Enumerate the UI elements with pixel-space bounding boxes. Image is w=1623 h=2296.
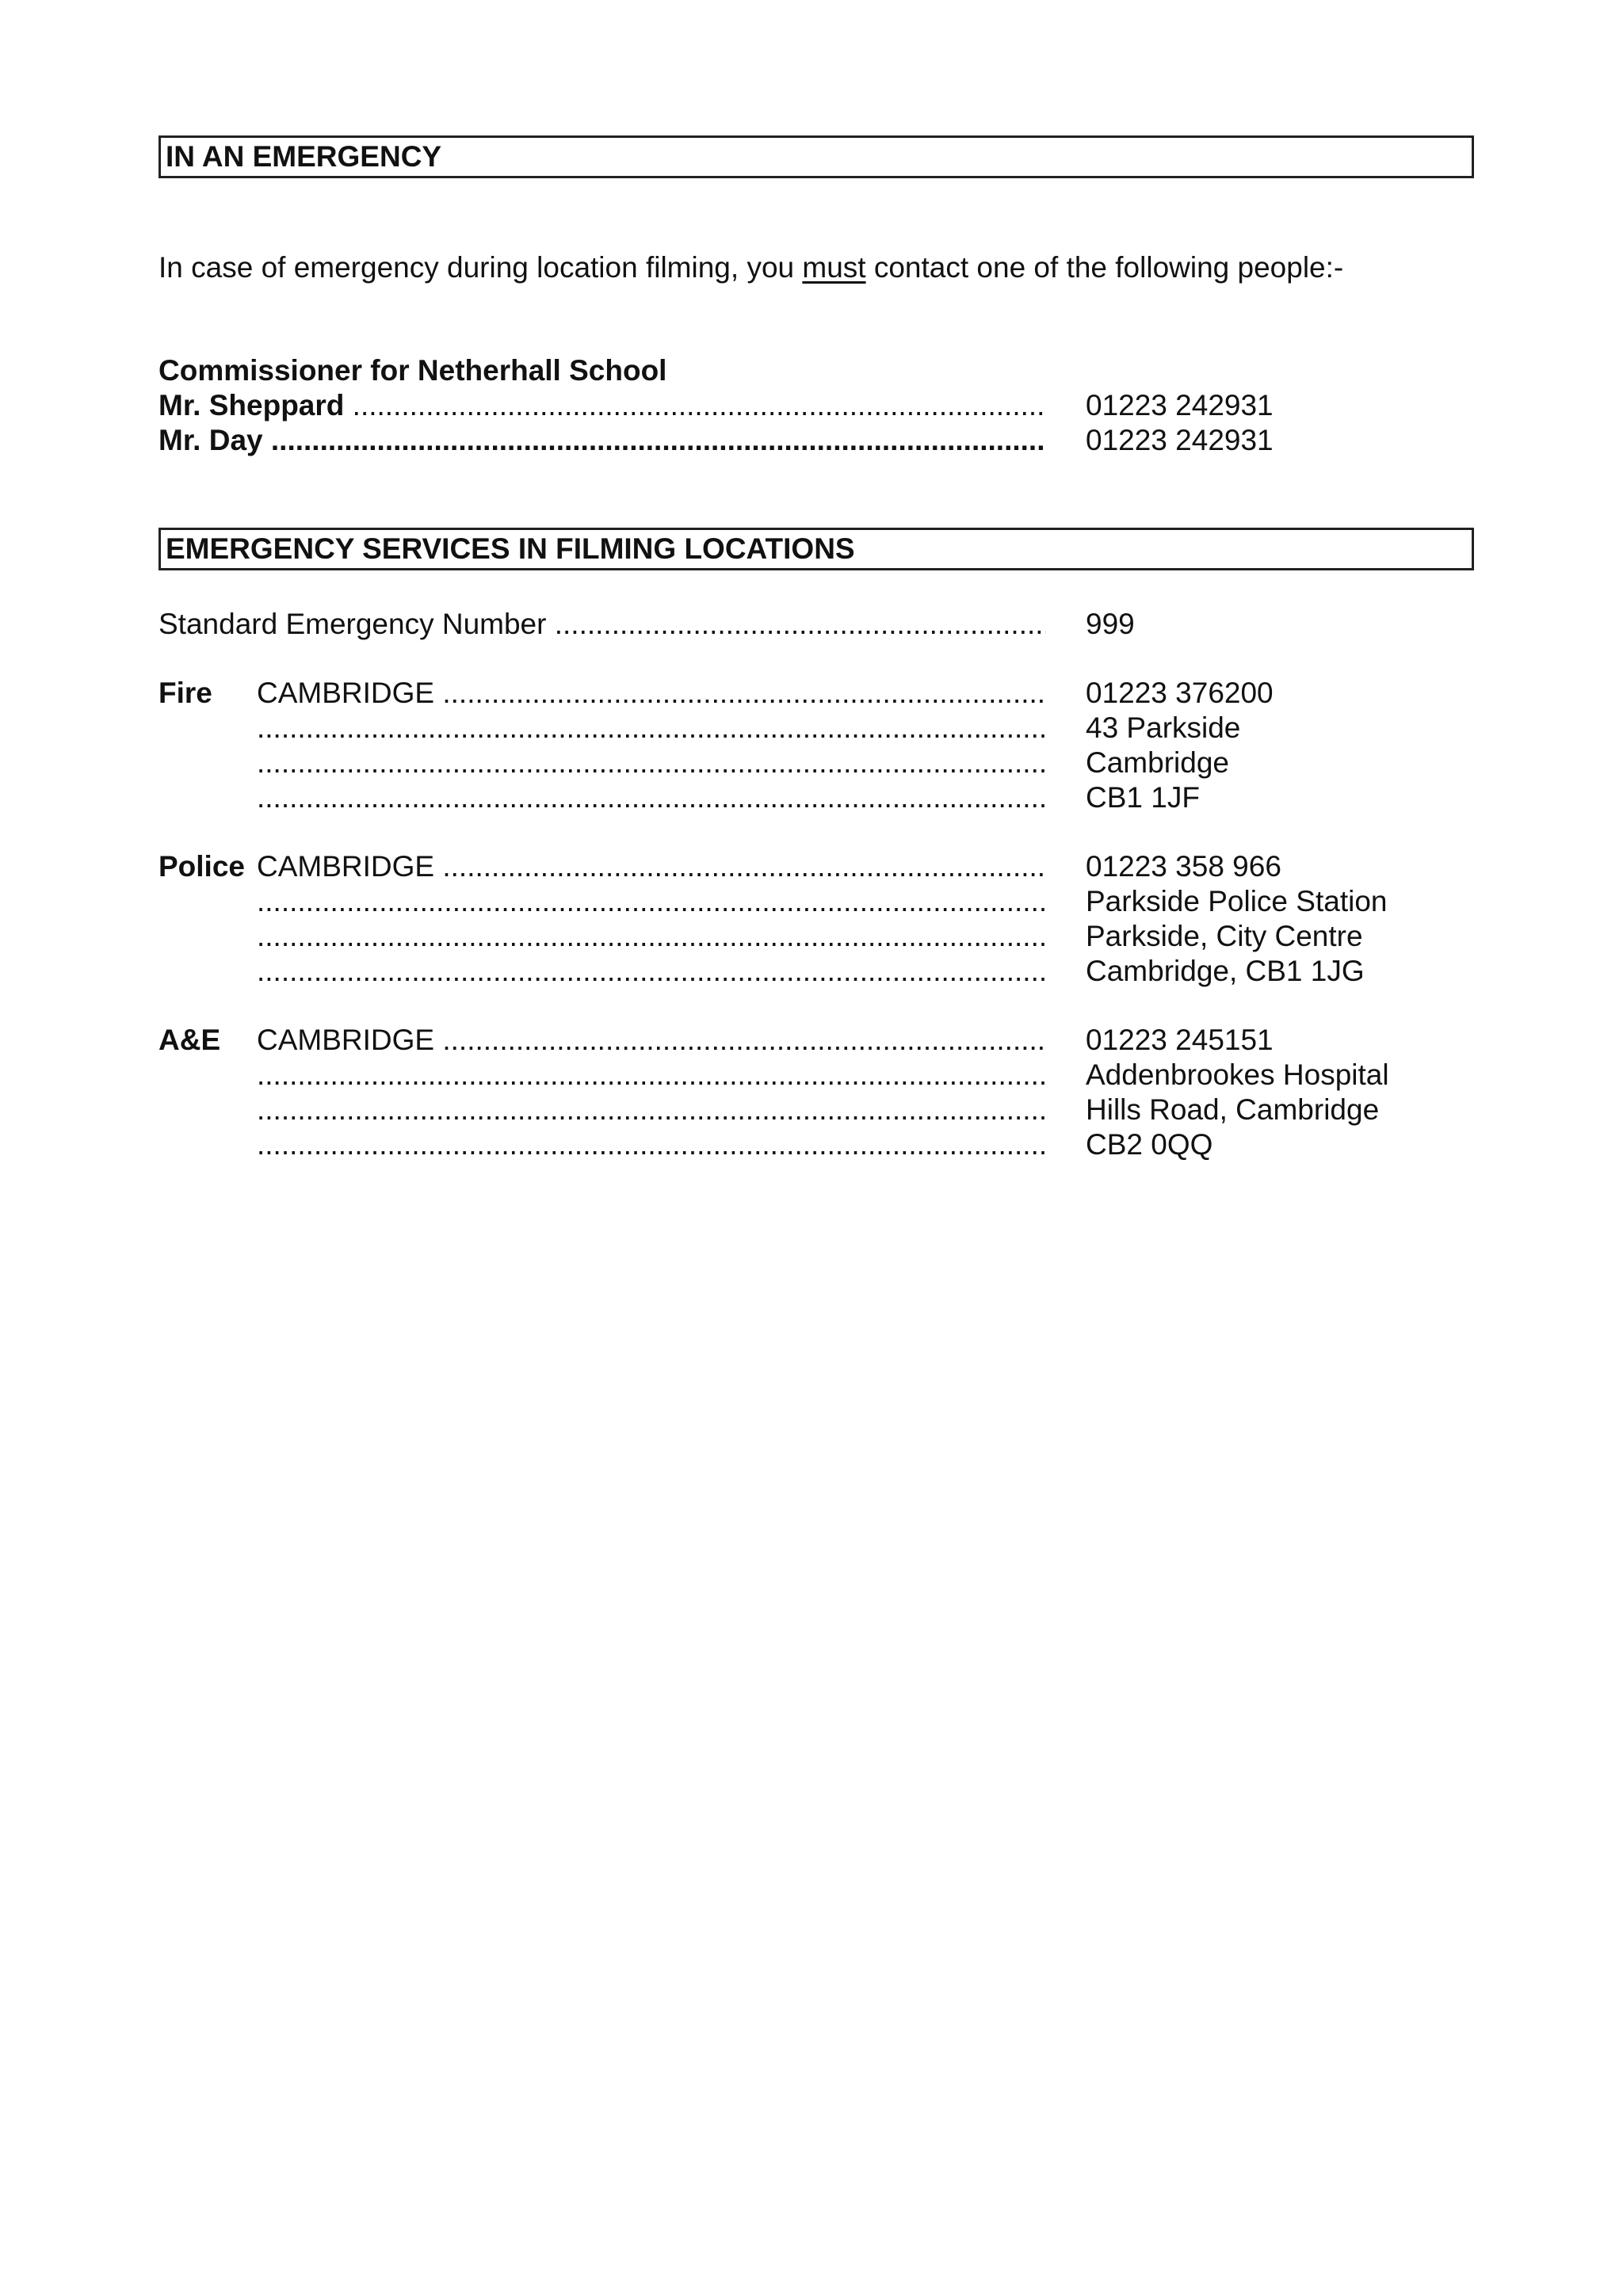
service-detail-line: Cambridge, CB1 1JG	[1086, 955, 1365, 987]
contact-phone: 01223 242931	[1086, 389, 1274, 421]
service-leader	[257, 884, 1046, 919]
section-title-emergency-services	[158, 528, 1474, 570]
service-row-fire	[158, 780, 1474, 815]
service-leader	[257, 711, 1046, 746]
intro-text-start: In case of emergency during location filming, you	[158, 251, 803, 284]
service-type-fire: Fire	[158, 677, 212, 709]
service-row-fire	[158, 711, 1474, 746]
service-row-ae	[158, 1058, 1474, 1093]
service-detail-line: 01223 245151	[1086, 1024, 1274, 1056]
service-row-police	[158, 954, 1474, 989]
service-detail-line: Parkside Police Station	[1086, 885, 1388, 917]
contact-name: Mr. Day	[158, 424, 263, 456]
contact-phone: 01223 242931	[1086, 424, 1274, 456]
intro-emphasis: must	[802, 251, 866, 284]
service-leader	[257, 1093, 1046, 1127]
service-row-fire	[158, 676, 1474, 711]
section-title-emergency-text: IN AN EMERGENCY	[166, 140, 442, 173]
service-detail-line: Hills Road, Cambridge	[1086, 1093, 1380, 1126]
service-row-police	[158, 884, 1474, 919]
service-place-leader	[257, 849, 1046, 884]
service-detail-line: CB1 1JF	[1086, 781, 1200, 814]
standard-emergency-row	[158, 607, 1474, 642]
service-row-ae	[158, 1127, 1474, 1162]
service-leader	[257, 1127, 1046, 1162]
contact-name-leader	[158, 388, 1046, 423]
service-place: CAMBRIDGE	[257, 677, 435, 709]
service-detail-line: Parkside, City Centre	[1086, 920, 1363, 952]
service-leader	[257, 746, 1046, 780]
intro-paragraph	[158, 250, 1343, 285]
service-leader	[257, 954, 1046, 989]
service-place: CAMBRIDGE	[257, 1024, 435, 1056]
service-row-ae	[158, 1023, 1474, 1058]
section-title-emergency-services-text: EMERGENCY SERVICES IN FILMING LOCATIONS	[166, 532, 855, 565]
intro-text-end: contact one of the following people:-	[865, 251, 1344, 284]
service-detail-line: 01223 376200	[1086, 677, 1274, 709]
service-detail-line: Addenbrookes Hospital	[1086, 1058, 1389, 1091]
service-place-leader	[257, 676, 1046, 711]
service-row-police	[158, 849, 1474, 884]
service-leader	[257, 919, 1046, 954]
commissioner-heading: Commissioner for Netherhall School	[158, 354, 667, 387]
service-row-ae	[158, 1093, 1474, 1127]
service-place-leader	[257, 1023, 1046, 1058]
service-row-police	[158, 919, 1474, 954]
standard-emergency-label-text: Standard Emergency Number	[158, 608, 547, 640]
contact-name: Mr. Sheppard	[158, 389, 345, 421]
contact-name-leader	[158, 423, 1046, 458]
standard-emergency-label	[158, 607, 1046, 642]
standard-emergency-number: 999	[1086, 608, 1135, 640]
service-detail-line: Cambridge	[1086, 746, 1229, 779]
service-detail-line: 43 Parkside	[1086, 711, 1241, 744]
service-type-police: Police	[158, 850, 245, 883]
service-detail-line: CB2 0QQ	[1086, 1128, 1213, 1161]
service-type-ae: A&E	[158, 1024, 221, 1056]
service-detail-line: 01223 358 966	[1086, 850, 1281, 883]
service-leader	[257, 780, 1046, 815]
service-place: CAMBRIDGE	[257, 850, 435, 883]
contact-row	[158, 423, 1474, 458]
service-leader	[257, 1058, 1046, 1093]
service-row-fire	[158, 746, 1474, 780]
contact-row	[158, 388, 1474, 423]
section-title-emergency	[158, 135, 1474, 178]
